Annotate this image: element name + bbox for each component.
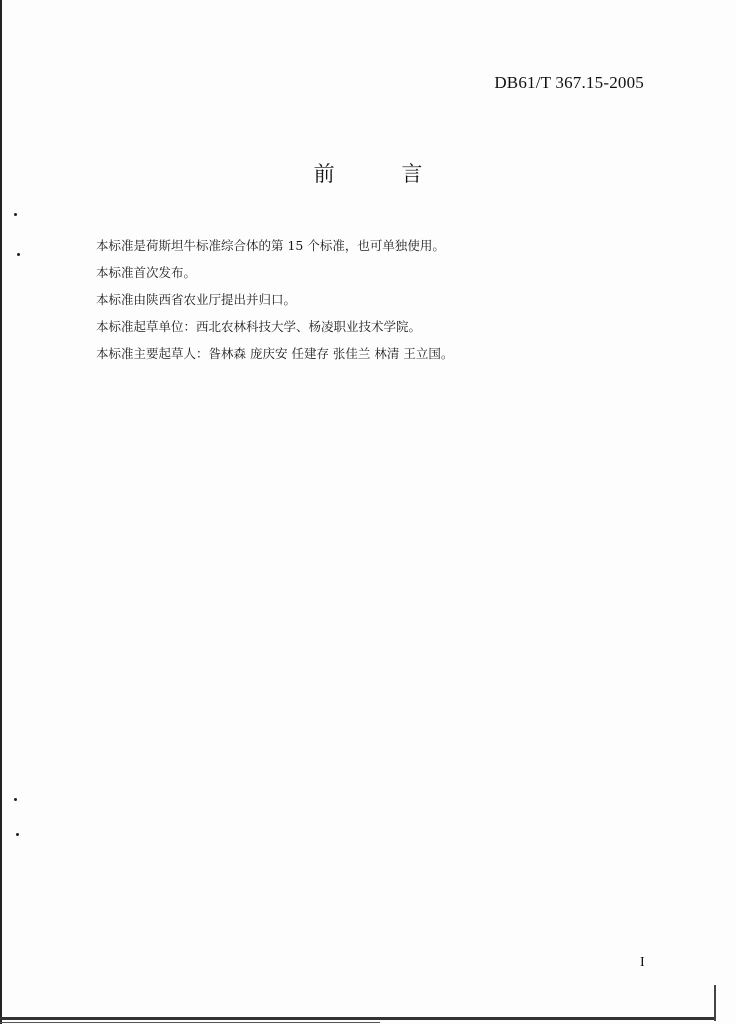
scan-right-edge bbox=[714, 985, 716, 1021]
foreword-line: 本标准主要起草人：昝林森 庞庆安 任建存 张佳兰 林清 王立国。 bbox=[96, 346, 454, 361]
scan-speck bbox=[14, 213, 17, 216]
foreword-body bbox=[96, 238, 656, 373]
foreword-line: 本标准由陕西省农业厅提出并归口。 bbox=[96, 292, 297, 307]
page-number: I bbox=[640, 955, 645, 970]
scan-speck bbox=[17, 253, 20, 256]
foreword-line: 本标准是荷斯坦牛标准综合体的第 15 个标准，也可单独使用。 bbox=[96, 238, 445, 253]
foreword-line: 本标准起草单位：西北农林科技大学、杨凌职业技术学院。 bbox=[96, 319, 422, 334]
scan-left-edge bbox=[0, 0, 2, 1024]
page-title: 前 言 bbox=[313, 162, 453, 186]
scan-bottom-edge-secondary bbox=[0, 1022, 380, 1023]
standard-code: DB61/T 367.15-2005 bbox=[494, 73, 644, 92]
foreword-line: 本标准首次发布。 bbox=[96, 265, 197, 280]
scan-speck bbox=[14, 798, 17, 801]
scan-bottom-edge bbox=[0, 1017, 716, 1020]
scan-speck bbox=[16, 833, 19, 836]
